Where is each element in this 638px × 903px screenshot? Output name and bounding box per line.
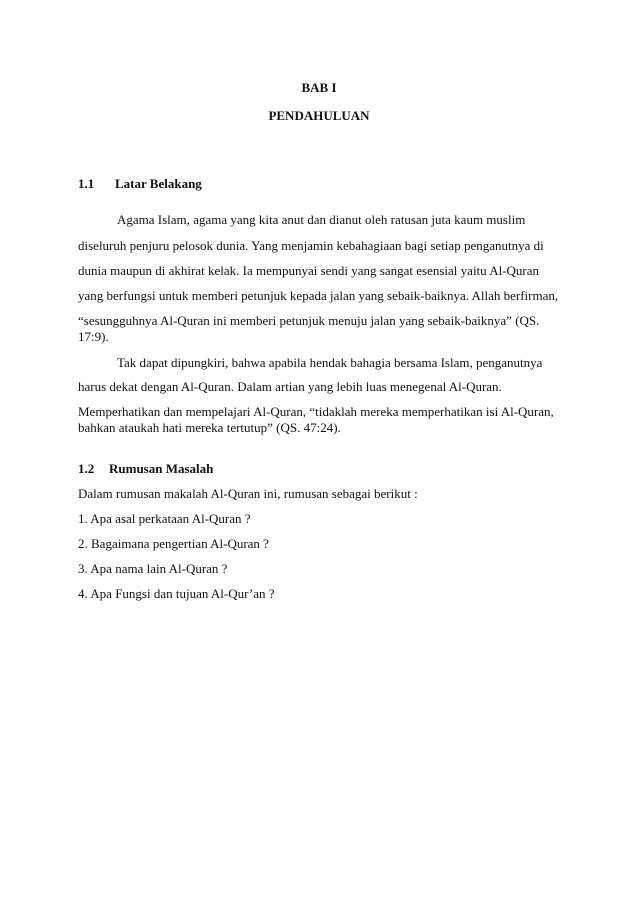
section-title: Latar Belakang <box>115 176 202 191</box>
list-item: 2. Bagaimana pengertian Al-Quran ? <box>78 536 269 551</box>
paragraph-line: Agama Islam, agama yang kita anut dan dianut oleh ratusan juta kaum muslim <box>117 212 526 227</box>
chapter-number: BAB I <box>301 80 337 95</box>
section-heading-latar-belakang <box>78 176 202 192</box>
paragraph-line: 17:9). <box>78 329 109 344</box>
paragraph-line: Tak dapat dipungkiri, bahwa apabila hendak bahagia bersama Islam, penganutnya <box>117 355 543 370</box>
paragraph-line: “sesungguhnya Al-Quran ini memberi petunjuk menuju jalan yang sebaik-baiknya” (QS. <box>78 313 540 328</box>
paragraph-line: diseluruh penjuru pelosok dunia. Yang menjamin kebahagiaan bagi setiap penganutnya di <box>78 238 544 253</box>
list-item: 1. Apa asal perkataan Al-Quran ? <box>78 511 251 526</box>
list-item: 3. Apa nama lain Al-Quran ? <box>78 561 228 576</box>
section-intro: Dalam rumusan makalah Al-Quran ini, rumusan sebagai berikut : <box>78 486 418 501</box>
list-item: 4. Apa Fungsi dan tujuan Al-Qur’an ? <box>78 586 275 601</box>
section-number: 1.2 <box>78 461 95 476</box>
section-number: 1.1 <box>78 176 95 191</box>
paragraph-line: yang berfungsi untuk memberi petunjuk kepada jalan yang sebaik-baiknya. Allah berfirman, <box>78 288 559 303</box>
section-heading-rumusan-masalah <box>78 461 213 477</box>
paragraph-line: bahkan ataukah hati mereka tertutup” (QS. 47:24). <box>78 420 341 435</box>
section-title: Rumusan Masalah <box>109 461 214 476</box>
paragraph-line: dunia maupun di akhirat kelak. Ia mempunyai sendi yang sangat esensial yaitu Al-Quran <box>78 263 540 278</box>
paragraph-line: harus dekat dengan Al-Quran. Dalam artian yang lebih luas menegenal Al-Quran. <box>78 379 502 394</box>
chapter-title: PENDAHULUAN <box>268 108 370 123</box>
paragraph-line: Memperhatikan dan mempelajari Al-Quran, “tidaklah mereka memperhatikan isi Al-Quran, <box>78 404 554 419</box>
